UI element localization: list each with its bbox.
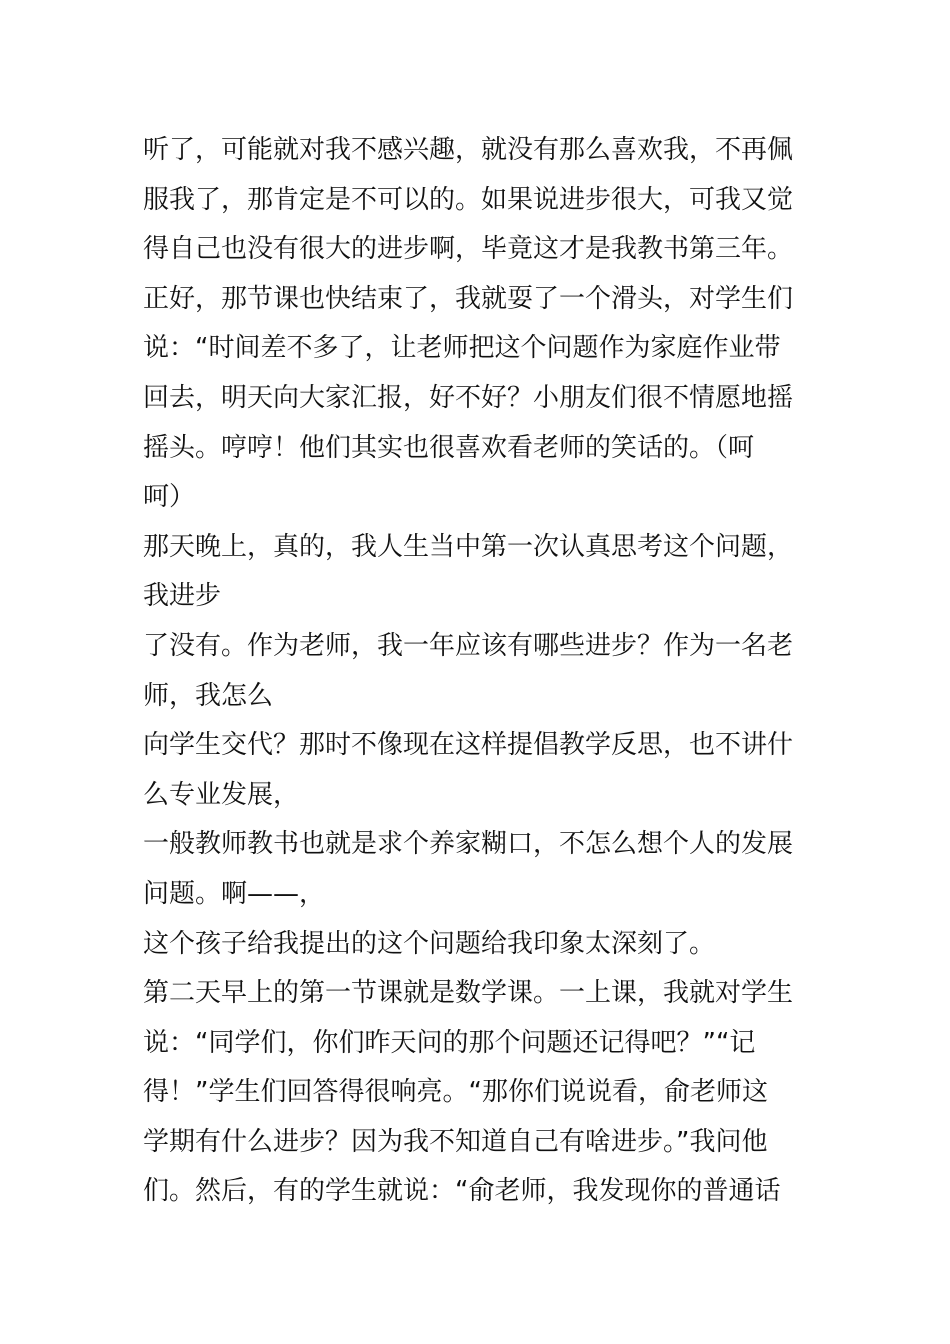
text-line: 第二天早上的第一节课就是数学课。一上课，我就对学生 [143,978,794,1009]
text-line: 说：“同学们，你们昨天问的那个问题还记得吧？”“记 [143,1027,756,1058]
text-line: 了没有。作为老师，我一年应该有哪些进步？作为一名老 [143,630,794,661]
text-line: 呵） [143,482,196,513]
text-line: 得！”学生们回答得很响亮。“那你们说说看，俞老师这 [143,1077,768,1108]
text-line: 么专业发展， [143,779,300,810]
text-line: 这个孩子给我提出的这个问题给我印象太深刻了。 [143,928,716,959]
text-line: 回去，明天向大家汇报，好不好？小朋友们很不情愿地摇 [143,382,794,413]
text-line: 向学生交代？那时不像现在这样提倡教学反思，也不讲什 [143,730,794,761]
text-line: 那天晚上，真的，我人生当中第一次认真思考这个问题， [143,531,794,562]
text-line: 们。然后，有的学生就说：“俞老师，我发现你的普通话 [143,1176,781,1207]
text-line: 说：“时间差不多了，让老师把这个问题作为家庭作业带 [143,333,781,364]
body-text [143,126,813,1217]
text-line: 我进步 [143,581,222,612]
text-line: 正好，那节课也快结束了，我就耍了一个滑头，对学生们 [143,283,794,314]
text-line: 听了，可能就对我不感兴趣，就没有那么喜欢我，不再佩 [143,135,794,165]
text-line: 摇头。哼哼！他们其实也很喜欢看老师的笑话的。（呵 [143,432,755,463]
text-line: 师，我怎么 [143,680,274,711]
text-line: 得自己也没有很大的进步啊，毕竟这才是我教书第三年。 [143,234,794,265]
text-line: 问题。啊——， [143,878,326,909]
text-line: 服我了，那肯定是不可以的。如果说进步很大，可我又觉 [143,184,794,215]
text-line: 学期有什么进步？因为我不知道自己有啥进步。”我问他 [143,1126,768,1157]
text-line: 一般教师教书也就是求个养家糊口，不怎么想个人的发展 [143,829,794,860]
